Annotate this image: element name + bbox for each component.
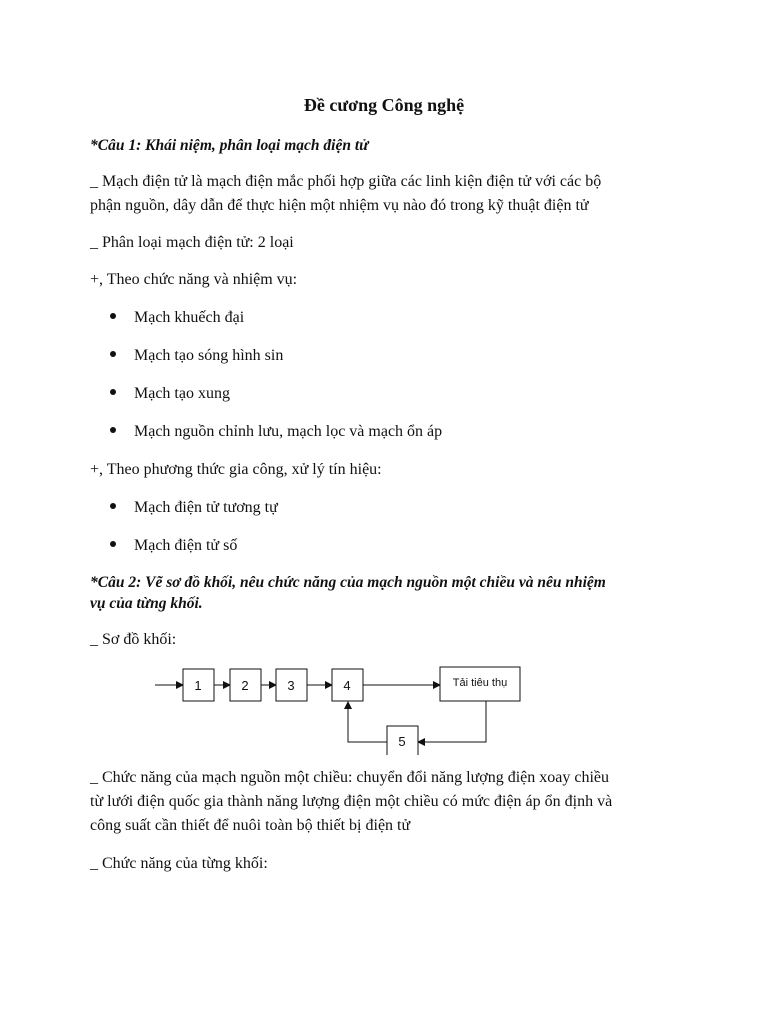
document-title: Đề cương Công nghệ [303, 95, 465, 115]
list-item: Mạch nguồn chỉnh lưu, mạch lọc và mạch ổn áp [110, 421, 442, 443]
list-item: Mạch điện tử tương tự [110, 497, 278, 519]
by-function-line: +, Theo chức năng và nhiệm vụ: [90, 271, 298, 288]
load-label: Tải tiêu thụ [452, 677, 508, 689]
by-signal-line: +, Theo phương thức gia công, xử lý tín hiệu: [90, 461, 382, 478]
function-line-2: từ lưới điện quốc gia thành năng lượng điện một chiều có mức điện áp ổn định và [90, 793, 613, 810]
function-line-3: công suất cần thiết để nuôi toàn bộ thiết bị điện tử [90, 817, 411, 834]
block-5-label: 5 [398, 734, 406, 749]
question-1-heading: *Câu 1: Khái niệm, phân loại mạch điện tử [90, 137, 369, 154]
block-4-label: 4 [343, 678, 351, 693]
question-2-heading [90, 572, 700, 614]
block-1-label: 1 [194, 678, 202, 693]
question-2-heading-line-1: *Câu 2: Vẽ sơ đồ khối, nêu chức năng của mạch nguồn một chiều và nêu nhiệm [90, 574, 606, 591]
feedback-5-4 [348, 702, 387, 742]
definition-line-2: phận nguồn, dây dẫn để thực hiện một nhiệm vụ nào đó trong kỹ thuật điện tử [90, 197, 589, 214]
classification-line: _ Phân loại mạch điện tử: 2 loại [90, 234, 294, 251]
bullet-icon [110, 389, 116, 395]
function-line-1: _ Chức năng của mạch nguồn một chiều: chuyển đổi năng lượng điện xoay chiều [90, 769, 610, 786]
bullet-icon [110, 503, 116, 509]
list-item: Mạch tạo sóng hình sin [110, 345, 283, 367]
each-block-function-label: _ Chức năng của từng khối: [90, 855, 268, 872]
function-paragraph [90, 766, 700, 838]
bullet-icon [110, 351, 116, 357]
feedback-load-5 [418, 701, 486, 742]
definition-line-1: _ Mạch điện tử là mạch điện mắc phối hợp giữa các linh kiện điện tử với các bộ [90, 173, 602, 190]
bullet-icon [110, 313, 116, 319]
list-item: Mạch khuếch đại [110, 307, 244, 329]
block-diagram [0, 655, 768, 755]
block-3-label: 3 [287, 678, 295, 693]
bullet-icon [110, 427, 116, 433]
definition-paragraph [90, 170, 700, 218]
list-item: Mạch điện tử số [110, 535, 237, 557]
question-2-heading-line-2: vụ của từng khối. [90, 595, 203, 612]
bullet-icon [110, 541, 116, 547]
block-diagram-label: _ Sơ đồ khối: [90, 631, 177, 648]
list-item: Mạch tạo xung [110, 383, 230, 405]
block-2-label: 2 [241, 678, 249, 693]
